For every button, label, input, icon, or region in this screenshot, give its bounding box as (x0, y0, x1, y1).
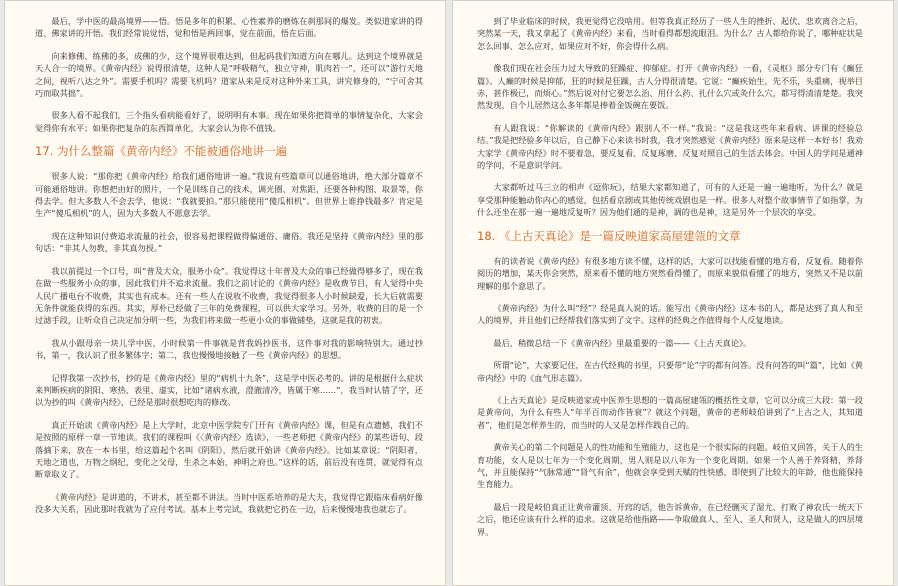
paragraph: 真正开始读《黄帝内经》是上大学时，北京中医学院专门开有《黄帝内经》课，但是有点遗憾，我们不是按照的原样一章一节地读。我们的课程叫《〈黄帝内经〉选读》，一些老师把《黄帝内经》的某些语句、段落摘下来，放在一本书里，给这篇起个名叫《阴阳》，然后就开始讲《黄帝内经》。比如某章说：“阴阳者，天地之道也，万物之纲纪，变化之父母，生杀之本始，神明之府也。”这样的话，前后没有连贯，就觉得有点断章取义了。 (35, 419, 423, 480)
paragraph: 《黄帝内经》是讲道的，不讲术，甚至都不讲法。当时中医系培养的是大夫，我觉得它跟临床看病好像没多大关系，因此那时我就为了应付考试。基本上考完试，我就把它扔在一边，后来慢慢地我也就忘了。 (35, 491, 423, 515)
paragraph: 向来修佛、练佛的多，成佛的少，这个境界很难达到，但起码我们知道方向在哪儿。达到这个境界就是天人合一的境界。《黄帝内经》说得很清楚，这种人是“呼吸精气，独立守神，肌肉若一”，还可以“游行天地之间，视听八达之外”。需要手机吗？需要飞机吗？道家从来是反对这种外来工具，讲究修身的，“宁可舍其巧而取其拙”。 (35, 50, 423, 99)
paragraph: 所谓“论”，大家要记住，在古代经典的书里，只要带“论”字的都有问答。没有问答的叫“篇”，比如《黄帝内经》中的《血气形志篇》。 (477, 360, 863, 383)
paragraph: 大家都听过马三立的相声《逗你玩》，结果大家都知道了，可有的人还是一遍一遍地听，为什么？就是享受那种能触动你内心的感觉，包括看京剧或其他传统戏剧也是一样。很多人对整个故事情节了如指掌，为什么还坐在那一遍一遍地反复听？因为他们通的是神，调的也是神，这是另外一个层次的享受。 (477, 182, 863, 218)
paragraph: 很多人看不起我们，三个指头看病能看好了，说明明有本事。现在如果你把简单的事情复杂化，大家会觉得你有水平；如果你把复杂的东西简单化，大家会认为你不值钱。 (35, 110, 423, 133)
paragraph: 我以前提过一个口号，叫“普及大众，服务小众”。我觉得这十年普及大众的事已经做得够多了，现在我在做一些服务小众的事，因此我们并不追求流量。我们之前讨论的《黄帝内经》是收费节目，有人觉得中央人民广播电台不收费，其实也有成本。还有一些人在说收不收费，我觉得很多人小时候缺爱，长大后就需要无条件就能获得的东西。其实，厚朴已经做了三年的免费课程，可以供大家学习。另外，收费的目的是一个过滤手段，让听众自己决定加分明一些，为我们将来做一些更小众的事做铺垫，这就是我的初衷。 (35, 265, 423, 326)
paragraph: 最后，稍微总结一下《黄帝内经》里最重要的一篇——《上古天真论》。 (493, 337, 752, 348)
paragraph: 到了毕业临床的时候，我更觉得它没啥用。但等我真正经历了一些人生的挫折、起伏、悲欢离合之后，突然某一天，我又拿起了《黄帝内经》来看，当时看得都想流眼泪。为什么？古人都给你说了，哪种症状是怎么回事、怎么应对，如果应对不好，你会得什么病。 (477, 16, 863, 51)
paragraph: 有人跟我说：“你解读的《黄帝内经》跟别人不一样。”我说：“这是我这些年来看病、讲课的经验总结。”我是把经验多年以后，自己静下心来读书时我，我才突然感觉《黄帝内经》原来是这样一本好书！我劝大家学《黄帝内经》时不要着急，要反复看、反复琢磨、反复对照自己的生活去体会。中国人的学问是通神的学问，不是意识学问。 (477, 122, 863, 171)
paragraph: 最后一段是岐伯真正让黄帝灌顶、开窍的话，他告诉黄帝，在已经删灭了湿尤、打败了神农氏一统天下之后，他还应该有什么样的追求。这就是给他指路——争取做真人、至人、圣人和贤人，这是做人的四层境界。 (477, 501, 863, 537)
paragraph: 《上古天真论》是反映道家或中医养生思想的一篇高屋建瓴的概括性文章，它可以分成三大段：第一段是黄帝问，为什么有些人“年半百而动作皆衰”？就这个问题，黄帝的老师岐伯讲到了“上古之人，其知道者”，他们是怎样养生的，而当时的人又是怎样作践自己的。 (477, 394, 863, 430)
paragraph: 黄帝关心的第二个问题是人的性功能和生殖能力，这也是一个很实际的问题。岐伯又回答，关于人的生育功能，女人是以七年为一个变化周期，男人则是以八年为一个变化周期。如果一个人善于养肾精，养肾气，并且能保持“气脉常通”“肾气有余”，他就会享受到天赋的性快感，即使到了比较大的年龄，他也能保持生育能力。 (477, 442, 863, 490)
paragraph: 现在这种知识付费追求流量的社会，很容易把课程做得偏通俗、庸俗。我还是坚持《黄帝内经》里的那句话：“非其人勿教，非其真勿授。” (35, 230, 423, 254)
paragraph: 很多人说：“那你把《黄帝内经》给我们通俗地讲一遍。”我说有些篇章可以通俗地讲，绝大部分篇章不可能通俗地讲。你想把由好的照片，一个是训练自己的技术，调光圈、对焦距，还要各种构图、取景等，你得去学。但大多数人不会去学，他说：“我就要拍。”那只能使用“傻瓜相机”。但世界上谁挣钱最多？肯定是生产“傻瓜相机”的人，因为大多数人不愿意去学。 (35, 171, 423, 219)
paragraph: 像我们现在社会压力过大导致的狂躁症、抑郁症。打开《黄帝内经》一看，《灵枢》部分专门有《癫狂篇》。人癫的时候是抑郁，狂的时候是狂躁，古人分得很清楚。它说：“癫疾始生，先不乐，头重痛，视举目赤，甚作极已，而烦心。”然后说对付它要怎么治、用什么药、扎什么穴或灸什么穴，都写得清清楚楚。我突然发现，自个儿居然这么多年都是捧着金饭碗在要饭。 (477, 63, 863, 111)
paragraph: 《黄帝内经》为什么叫“经”？经是真人说的话。能写出《黄帝内经》这本书的人，都是达到了真人和至人的境界，并且他们已经帮我们落实到了文字。这样的经典之作值得每个人反复地读。 (477, 302, 863, 326)
section-heading: 17. 为什么整篇《黄帝内经》不能被通俗地讲一遍 (35, 144, 287, 159)
book-spread (4, 0, 894, 586)
right-page (452, 0, 894, 586)
section-heading: 18. 《上古天真论》是一篇反映道家高屋建瓴的文章 (477, 228, 741, 243)
left-page (4, 0, 446, 586)
paragraph: 有的读者说《黄帝内经》有很多地方读不懂，这样的话，大家可以找能看懂的地方看，反复看。随着你阅历的增加，某天你会突然，原来看不懂的地方突然看得懂了，而原来貌似看懂了的地方，突然又不是以前理解的那个意思了。 (477, 255, 863, 291)
paragraph: 最后，学中医的最高境界——悟。悟是多年的积累、心性素养的磨炼在刹那间的爆发。类似道家讲的得道、佛家讲的开悟。我们经常说觉悟，觉和悟是两回事，觉在前面，悟在后面。 (35, 16, 423, 39)
paragraph: 我从小跟母亲一块儿学中医，小时候第一件事就是背我妈抄医书，这件事对我的影响特别大。通过抄书，第一，我认识了很多繁体字；第二，我也慢慢地接触了一些《黄帝内经》的思想。 (35, 337, 423, 361)
paragraph: 记得我第一次抄书，抄的是《黄帝内经》里的“病机十九条”，这是学中医必考的。讲的是根据什么症状来判断疾病的阴阳、寒热、表里、虚实，比如“诸病水液，澄澈清冷，皆属于寒……”，我当时认错了字，还以为抄的叫《黄帝内经》，已经是那时很想吃肉的修改。 (35, 372, 423, 408)
